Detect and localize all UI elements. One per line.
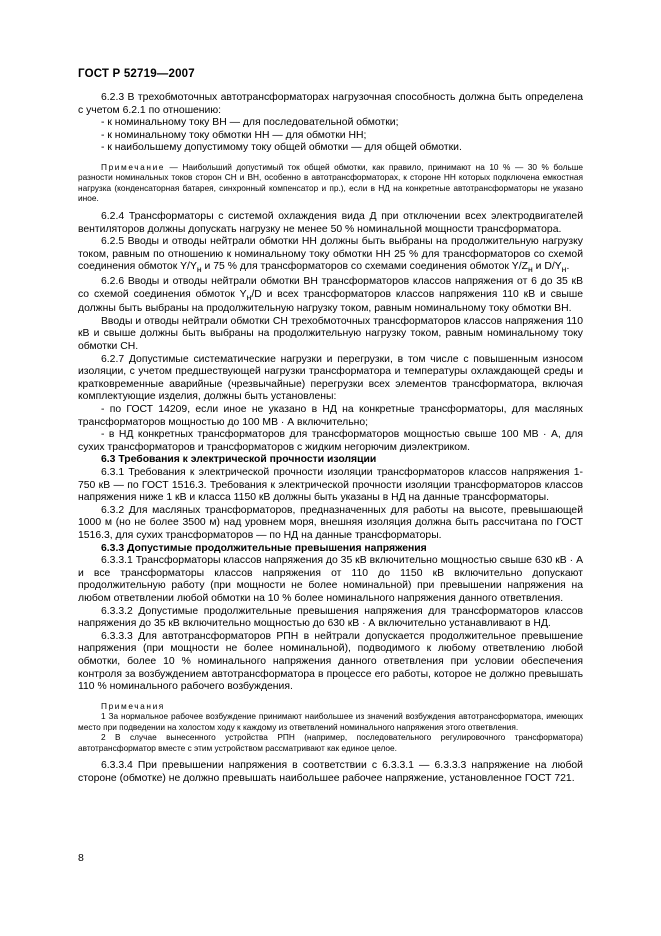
clause-6-3-2: 6.3.2 Для масляных трансформаторов, предназначенных для работы на высоте, превышающей 1000 м (но не более 3500 м) над уровнем моря, внешняя изоляция должна быть рассчитана по ГОСТ 1516.3, для сухих трансформаторов — по НД на данные трансформаторы. (78, 504, 583, 541)
clause-6-3-3-2: 6.3.3.2 Допустимые продолжительные превышения напряжения для трансформаторов классов напряжения до 35 кВ включительно мощностью до 630 кВ · А включительно устанавливают в НД. (78, 605, 583, 630)
document-header: ГОСТ Р 52719—2007 (78, 68, 195, 80)
clause-6-3-3-4: 6.3.3.4 При превышении напряжения в соответствии с 6.3.3.1 — 6.3.3.3 напряжение на любой стороне (обмотке) не должно превышать наибольшее рабочее напряжение, установленное ГОСТ 721. (78, 760, 583, 784)
clause-6-2-6: 6.2.6 Вводы и отводы нейтрали обмотки ВН трансформаторов классов напряжения от 6 до 35 кВ со схемой соединения обмоток $Y_н/D$ и всех трансформаторов классов напряжения 110 кВ и свыше должны быть выбраны на продолжительную нагрузку током, равным номинальному току обмотки ВН. (78, 276, 583, 315)
document-body (78, 92, 583, 785)
list-item: - к номинальному току обмотки НН — для обмотки НН; (101, 129, 367, 141)
note-item: 1 За нормальное рабочее возбуждение принимают наибольшее из значений возбуждения автотрансформатора, имеющих место при подведении на холостом ходу к каждому из ответвлений номинального напряжения этого ответвления. (78, 711, 583, 732)
note-text: — Наибольший допустимый ток общей обмотки, как правило, принимают на 10 % — 30 % больше разности номинальных токов сторон СН и ВН, особенно в автотрансформаторах, к стороне НН которых подключена емкостная нагрузка (конденсаторная батарея, синхронный компенсатор и пр.), если в НД на конкретные автотрансформаторы не указано иное. (78, 161, 583, 204)
clause-6-2-5: 6.2.5 Вводы и отводы нейтрали обмотки НН должны быть выбраны на продолжительную нагрузку током, равным по отношению к номинальному току обмотки НН 25 % для трансформаторов со схемой соединения обмоток $Y/Y_н$ и 75 % для трансформаторов со схемами соединения обмоток $Y/Z_н$ и $D/Y_н$. (78, 236, 583, 275)
clause-6-3-3-1: 6.3.3.1 Трансформаторы классов напряжения до 35 кВ включительно мощностью свыше 630 кВ · А и все трансформаторы классов напряжения от 110 до 1150 кВ включительно допускают продолжительную работу (при мощности не более номинальной) при превышении напряжения на любом ответвлении любой обмотки на 10 % более номинального напряжения данного ответвления. (78, 555, 583, 604)
list-item: - к номинальному току ВН — для последовательной обмотки; (101, 117, 399, 129)
clause-6-2-6-cont: Вводы и отводы нейтрали обмотки СН трехобмоточных трансформаторов классов напряжения 110 кВ и свыше должны быть выбраны на продолжительную нагрузку током, равным номинальному току обмотки СН. (78, 315, 583, 353)
notes-label: Примечания (101, 700, 165, 711)
clause-6-3-3-3: 6.3.3.3 Для автотрансформаторов РПН в нейтрали допускается продолжительное превышение напряжения (при мощности не более номинальной), подводимого к любому ответвлению любой обмотки, более 10 % номинального напряжения данного ответвления при условии обеспечения контроля за возбуждением автотрансформатора в процессе его работы, которое не должно превышать 110 % номинального рабочего возбуждения. (78, 630, 583, 693)
note-label: Примечание (101, 161, 166, 172)
page-number: 8 (78, 852, 84, 864)
clause-6-3-1: 6.3.1 Требования к электрической прочности изоляции трансформаторов классов напряжения 1-750 кВ — по ГОСТ 1516.3. Требования к электрической прочности изоляции трансформаторов классов напряжения ниже 1 кВ и класса 1150 кВ должны быть указаны в НД на данные трансформаторы. (78, 467, 583, 504)
list-item: - по ГОСТ 14209, если иное не указано в НД на конкретные трансформаторы, для масляных трансформаторов мощностью до 100 МВ · А включительно; (78, 404, 583, 428)
section-heading-6-3-3: 6.3.3 Допустимые продолжительные превышения напряжения (101, 542, 427, 554)
clause-6-2-4: 6.2.4 Трансформаторы с системой охлаждения вида Д при отключении всех электродвигателей вентиляторов должны допускать нагрузку не менее 50 % номинальной мощности трансформатора. (78, 210, 583, 235)
clause-6-2-3: 6.2.3 В трехобмоточных автотрансформаторах нагрузочная способность должна быть определена с учетом 6.2.1 по отношению: (78, 92, 583, 116)
note-item: 2 В случае вынесенного устройства РПН (например, последовательного регулировочного трансформатора) автотрансформатор вместе с этим устройством рассматривают как единое целое. (78, 732, 583, 753)
list-item: - к наибольшему допустимому току общей обмотки — для общей обмотки. (101, 142, 462, 154)
list-item: - в НД конкретных трансформаторов для трансформаторов мощностью свыше 100 МВ · А, для сухих трансформаторов и трансформаторов с жидким негорючим диэлектриком. (78, 429, 583, 453)
section-heading-6-3: 6.3 Требования к электрической прочности изоляции (101, 454, 377, 466)
note-6-2-3 (78, 162, 583, 204)
clause-6-2-7: 6.2.7 Допустимые систематические нагрузки и перегрузки, в том числе с повышенным износом изоляции, с учетом предшествующей нагрузки трансформатора и температуры охлаждающей среды и кратковременные аварийные (чрезвычайные) перегрузки всех элементов трансформатора, включая комплектующие изделия, должны быть установлены: (78, 353, 583, 403)
